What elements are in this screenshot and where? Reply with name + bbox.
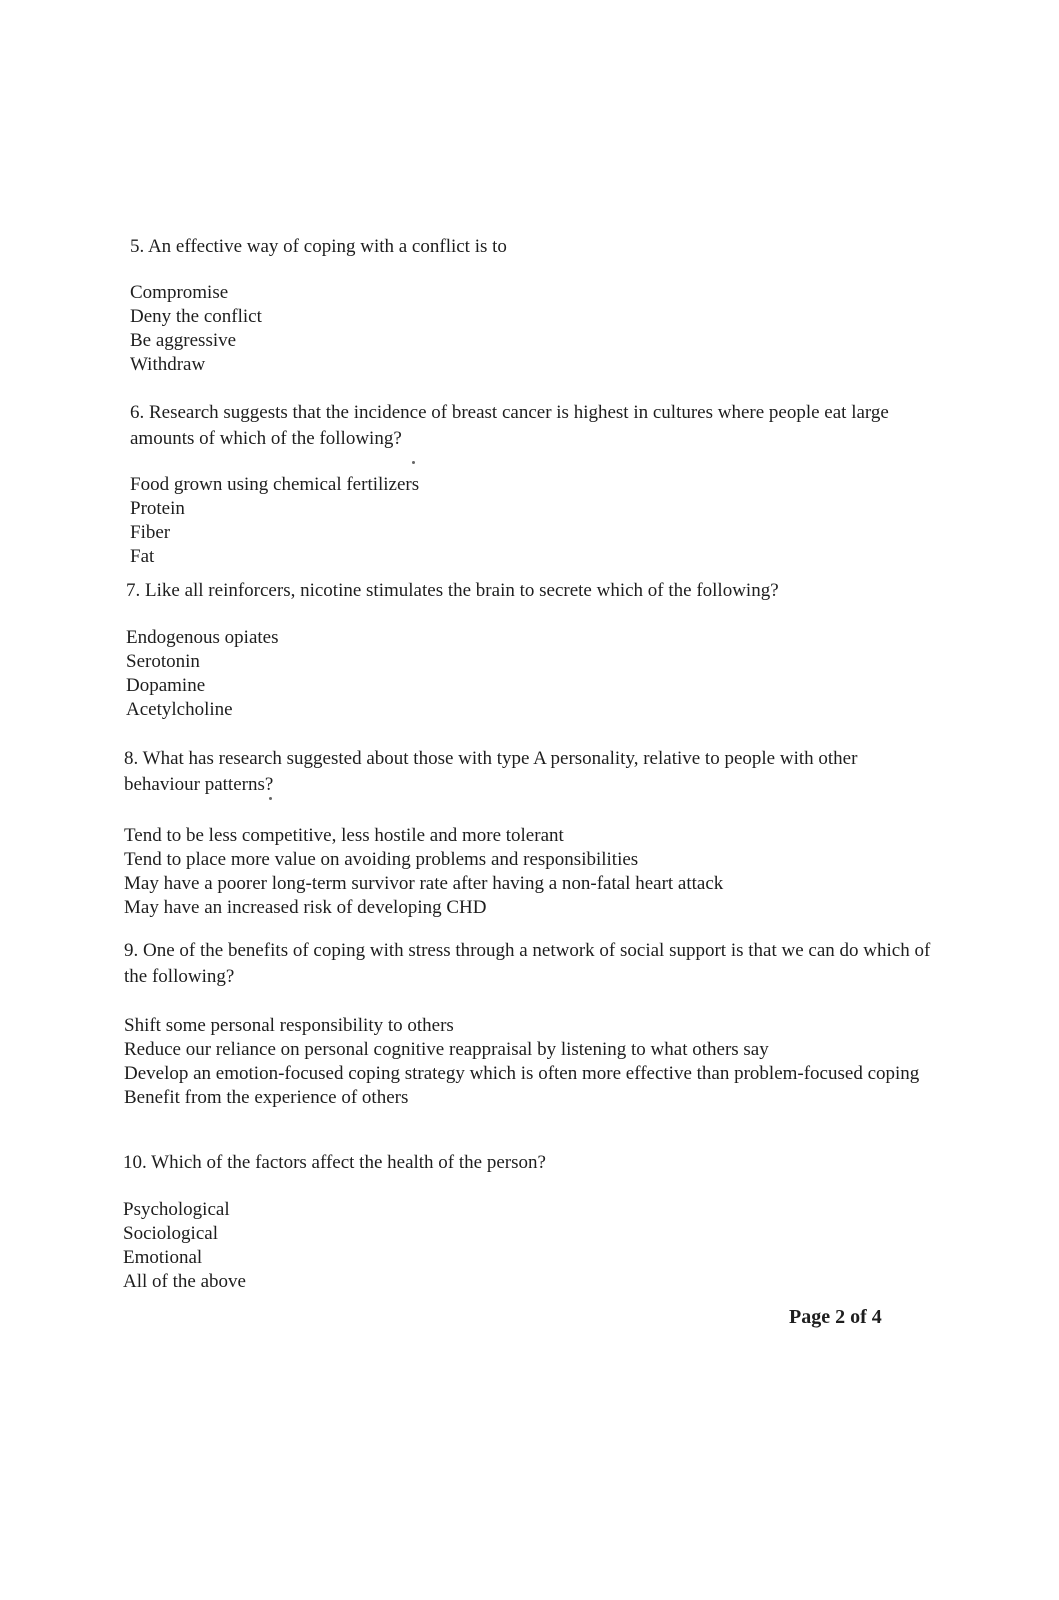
question-text: 9. One of the benefits of coping with stress through a network of social support is that we can do which of the following? bbox=[124, 940, 931, 987]
question-9 bbox=[124, 938, 934, 1110]
option-item: Acetylcholine bbox=[126, 699, 233, 720]
option-item: Reduce our reliance on personal cognitive reappraisal by listening to what others say bbox=[124, 1039, 769, 1060]
option-list bbox=[124, 824, 934, 920]
option-item: Protein bbox=[130, 498, 185, 519]
question-text: 8. What has research suggested about those with type A personality, relative to people with other behaviour patterns? bbox=[124, 748, 858, 795]
option-item: Fiber bbox=[130, 522, 171, 543]
question-text: 6. Research suggests that the incidence of breast cancer is highest in cultures where people eat large amounts of which of the following? bbox=[130, 402, 889, 449]
option-item: Be aggressive bbox=[130, 330, 237, 351]
option-item: Endogenous opiates bbox=[126, 627, 279, 648]
option-item: All of the above bbox=[123, 1271, 246, 1292]
option-item: Dopamine bbox=[126, 675, 206, 696]
option-item: Develop an emotion-focused coping strategy which is often more effective than problem-focused coping bbox=[124, 1063, 920, 1084]
question-6 bbox=[130, 400, 940, 569]
option-item: Compromise bbox=[130, 282, 229, 303]
option-list bbox=[130, 281, 940, 377]
option-item: Serotonin bbox=[126, 651, 200, 672]
option-item: Fat bbox=[130, 546, 155, 567]
option-item: Psychological bbox=[123, 1199, 230, 1220]
question-5 bbox=[130, 234, 940, 377]
question-text: 5. An effective way of coping with a conflict is to bbox=[130, 236, 507, 257]
question-10 bbox=[123, 1150, 933, 1294]
option-item: Sociological bbox=[123, 1223, 218, 1244]
option-list bbox=[130, 473, 940, 569]
option-item: Emotional bbox=[123, 1247, 203, 1268]
option-list bbox=[124, 1014, 934, 1110]
option-item: Tend to be less competitive, less hostile and more tolerant bbox=[124, 825, 564, 846]
option-item: May have an increased risk of developing CHD bbox=[124, 897, 487, 918]
scan-speck bbox=[269, 797, 272, 800]
question-8 bbox=[124, 746, 934, 920]
option-list bbox=[126, 626, 936, 722]
question-7 bbox=[126, 578, 936, 722]
option-item: Withdraw bbox=[130, 354, 206, 375]
question-text: 7. Like all reinforcers, nicotine stimulates the brain to secrete which of the following? bbox=[126, 580, 779, 601]
option-item: Food grown using chemical fertilizers bbox=[130, 474, 420, 495]
option-list bbox=[123, 1198, 933, 1294]
question-text: 10. Which of the factors affect the health of the person? bbox=[123, 1152, 546, 1173]
option-item: May have a poorer long-term survivor rate after having a non-fatal heart attack bbox=[124, 873, 724, 894]
page-number: Page 2 of 4 bbox=[789, 1306, 882, 1328]
option-item: Benefit from the experience of others bbox=[124, 1087, 409, 1108]
scan-speck bbox=[412, 461, 415, 464]
option-item: Tend to place more value on avoiding problems and responsibilities bbox=[124, 849, 639, 870]
option-item: Deny the conflict bbox=[130, 306, 262, 327]
option-item: Shift some personal responsibility to others bbox=[124, 1015, 454, 1036]
